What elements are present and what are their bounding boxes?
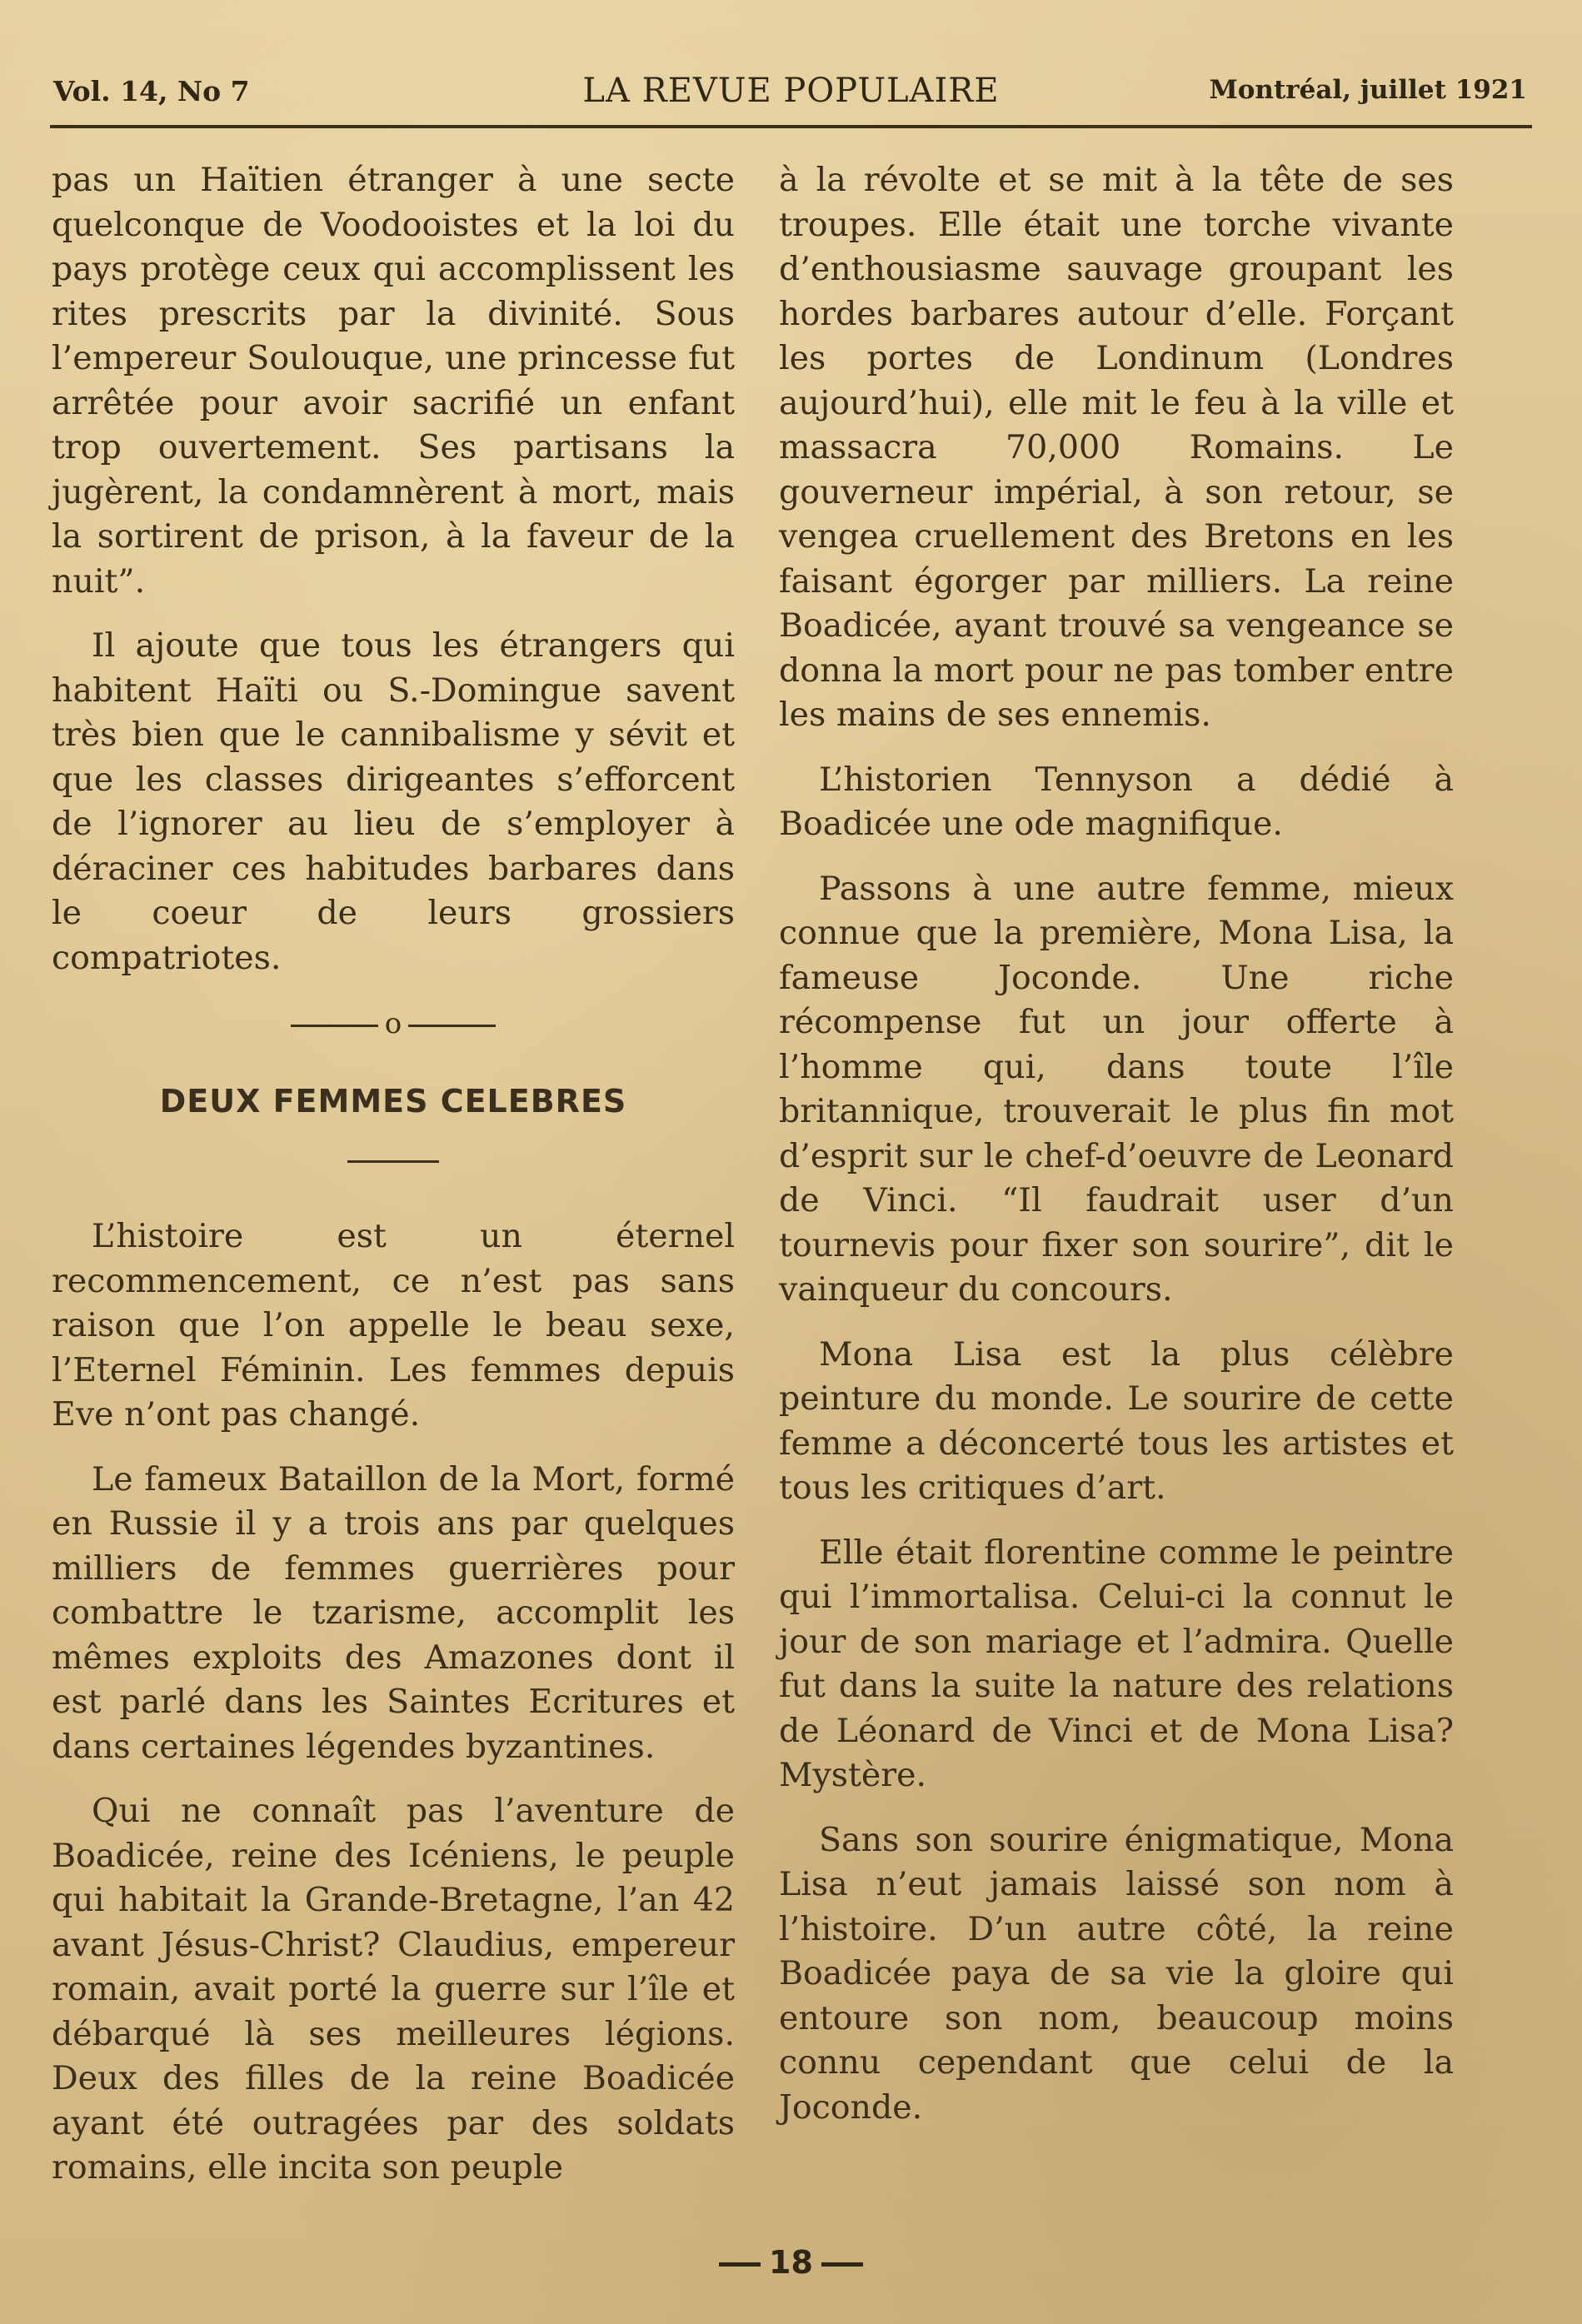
paragraph: L’histoire est un éternel recommencement, ce n’est pas sans raison que l’on appelle le beau sexe, l’Eternel Féminin. Les femmes depuis Eve n’ont pas changé. xyxy=(52,1217,735,1434)
paragraph: Il ajoute que tous les étrangers qui habitent Haïti ou S.-Domingue savent très bien que le cannibalisme y sévit et que les classes dirigeantes s’efforcent de l’ignorer au lieu de s’employer à déraciner ces habitudes barbares dans le coeur de leurs grossiers compatriotes. xyxy=(52,626,735,977)
place-date: Montréal, juillet 1921 xyxy=(1209,75,1527,105)
paragraph: L’historien Tennyson a dédié à Boadicée une ode magnifique. xyxy=(779,760,1454,843)
title-rule xyxy=(347,1160,439,1163)
paragraph: Passons à une autre femme, mieux connue que la première, Mona Lisa, la fameuse Joconde. Une riche récompense fut un jour offerte à l’homme qui, dans toute l’île britannique, trouverait le plus fin mot d’esprit sur le chef-d’oeuvre de Leonard de Vinci. “Il faudrait user d’un tournevis pour fixer son sourire”, dit le vainqueur du concours. xyxy=(779,869,1454,1309)
left-column xyxy=(52,158,735,2211)
divider-dash xyxy=(291,1025,378,1027)
running-header xyxy=(50,68,1532,118)
page-number-dash xyxy=(821,2262,863,2267)
section-divider xyxy=(52,1007,735,1040)
paragraph: Elle était florentine comme le peintre qui l’immortalisa. Celui-ci la connut le jour de son mariage et l’admira. Quelle fut dans la suite la nature des relations de Léonard de Vinci et de Mona Lisa? Mystère. xyxy=(779,1533,1454,1794)
volume-issue: Vol. 14, No 7 xyxy=(53,75,250,107)
publication-title: LA REVUE POPULAIRE xyxy=(582,72,1000,110)
paragraph: Qui ne connaît pas l’aventure de Boadicée, reine des Icéniens, le peuple qui habitait la Grande-Bretagne, l’an 42 avant Jésus-Christ? Claudius, empereur romain, avait porté la guerre sur l’île et débarqué là ses meilleures légions. Deux des filles de la reine Boadicée ayant été outragées par des soldats romains, elle incita son peuple xyxy=(52,1792,735,2187)
paragraph: Sans son sourire énigmatique, Mona Lisa n’eut jamais laissé son nom à l’histoire. D’un autre côté, la reine Boadicée paya de sa vie la gloire qui entoure son nom, beaucoup moins connu cependant que celui de la Joconde. xyxy=(779,1820,1454,2127)
divider-mark: o xyxy=(384,1007,402,1040)
divider-dash xyxy=(408,1025,496,1027)
page-number-dash xyxy=(719,2262,761,2267)
paragraph: Mona Lisa est la plus célèbre peinture du monde. Le sourire de cette femme a déconcerté tous les artistes et tous les critiques d’art. xyxy=(779,1334,1454,1507)
page-number xyxy=(0,2244,1582,2281)
paragraph: à la révolte et se mit à la tête de ses troupes. Elle était une torche vivante d’enthousiasme sauvage groupant les hordes barbares autour d’elle. Forçant les portes de Londinum (Londres aujourd’hui), elle mit le feu à la ville et massacra 70,000 Romains. Le gouverneur impérial, à son retour, se vengea cruellement des Bretons en les faisant égorger par milliers. La reine Boadicée, ayant trouvé sa vengeance se donna la mort pour ne pas tomber entre les mains de ses ennemis. xyxy=(779,161,1454,734)
page-number-text: 18 xyxy=(769,2244,813,2281)
article-title: DEUX FEMMES CELEBRES xyxy=(159,1083,627,1120)
paragraph: Le fameux Bataillon de la Mort, formé en Russie il y a trois ans par quelques milliers de femmes guerrières pour combattre le tzarisme, accomplit les mêmes exploits des Amazones dont il est parlé dans les Saintes Ecritures et dans certaines légendes byzantines. xyxy=(52,1459,735,1766)
paragraph: pas un Haïtien étranger à une secte quelconque de Voodooistes et la loi du pays protège ceux qui accomplissent les rites prescrits par la divinité. Sous l’empereur Soulouque, une princesse fut arrêtée pour avoir sacrifié un enfant trop ouvertement. Ses partisans la jugèrent, la condamnèrent à mort, mais la sortirent de prison, à la faveur de la nuit”. xyxy=(52,161,735,601)
header-rule xyxy=(50,125,1532,128)
right-column xyxy=(779,158,1454,2150)
